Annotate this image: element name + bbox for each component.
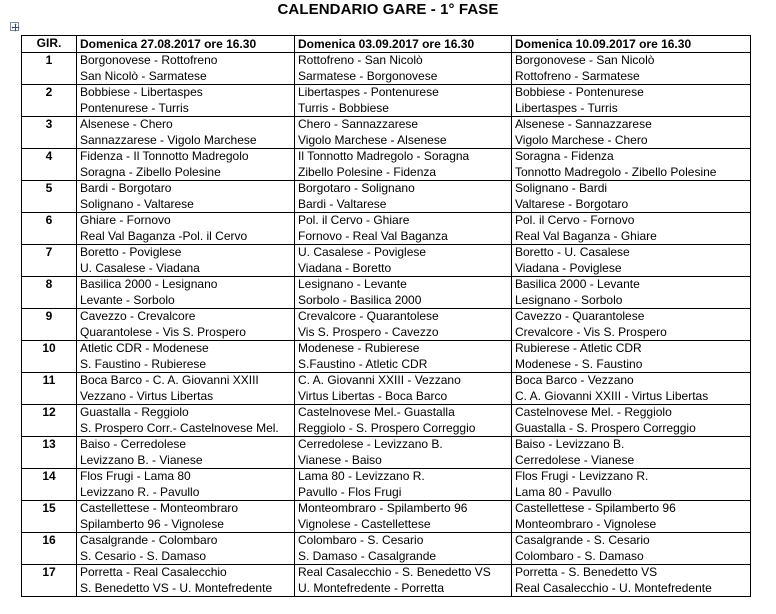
- match-cell: Soragna - Zibello Polesine: [77, 165, 295, 181]
- match-cell: Levizzano R. - Pavullo: [77, 485, 295, 501]
- header-date-2: Domenica 03.09.2017 ore 16.30: [295, 36, 512, 53]
- table-row: [22, 517, 751, 533]
- match-cell: Casalgrande - Colombaro: [77, 533, 295, 549]
- table-row: [22, 581, 751, 597]
- match-cell: Chero - Sannazzarese: [295, 117, 512, 133]
- match-cell: S. Cesario - S. Damaso: [77, 549, 295, 565]
- match-cell: Modenese - S. Faustino: [512, 357, 751, 373]
- match-cell: Viadana - Boretto: [295, 261, 512, 277]
- match-cell: Turris - Bobbiese: [295, 101, 512, 117]
- match-cell: Levizzano B. - Vianese: [77, 453, 295, 469]
- match-cell: Cavezzo - Quarantolese: [512, 309, 751, 325]
- group-number: 13: [22, 437, 77, 469]
- match-cell: Reggiolo - S. Prospero Correggio: [295, 421, 512, 437]
- match-cell: Real Casalecchio - S. Benedetto VS: [295, 565, 512, 581]
- match-cell: Boca Barco - C. A. Giovanni XXIII: [77, 373, 295, 389]
- match-cell: Fidenza - Il Tonnotto Madregolo: [77, 149, 295, 165]
- match-cell: Pavullo - Flos Frugi: [295, 485, 512, 501]
- match-cell: Monteombraro - Vignolese: [512, 517, 751, 533]
- match-cell: Spilamberto 96 - Vignolese: [77, 517, 295, 533]
- match-cell: U. Casalese - Poviglese: [295, 245, 512, 261]
- match-cell: Vis S. Prospero - Cavezzo: [295, 325, 512, 341]
- match-cell: Bardi - Valtarese: [295, 197, 512, 213]
- table-row: [22, 261, 751, 277]
- header-row: [22, 36, 751, 53]
- table-row: [22, 101, 751, 117]
- match-cell: Baiso - Cerredolese: [77, 437, 295, 453]
- match-cell: Real Val Baganza - Ghiare: [512, 229, 751, 245]
- match-cell: Vigolo Marchese - Chero: [512, 133, 751, 149]
- match-cell: Borgonovese - San Nicolò: [512, 53, 751, 69]
- match-cell: Sannazzarese - Vigolo Marchese: [77, 133, 295, 149]
- group-number: 17: [22, 565, 77, 597]
- match-cell: Lesignano - Levante: [295, 277, 512, 293]
- match-cell: Porretta - S. Benedetto VS: [512, 565, 751, 581]
- match-cell: S. Benedetto VS - U. Montefredente: [77, 581, 295, 597]
- match-cell: Castellettese - Monteombraro: [77, 501, 295, 517]
- match-cell: Vigolo Marchese - Alsenese: [295, 133, 512, 149]
- match-cell: Sorbolo - Basilica 2000: [295, 293, 512, 309]
- group-number: 11: [22, 373, 77, 405]
- match-cell: Borgonovese - Rottofreno: [77, 53, 295, 69]
- match-cell: Crevalcore - Vis S. Prospero: [512, 325, 751, 341]
- match-cell: Colombaro - S. Damaso: [512, 549, 751, 565]
- match-cell: Castellettese - Spilamberto 96: [512, 501, 751, 517]
- table-row: [22, 485, 751, 501]
- match-cell: Zibello Polesine - Fidenza: [295, 165, 512, 181]
- match-cell: Ghiare - Fornovo: [77, 213, 295, 229]
- table-row: [22, 69, 751, 85]
- match-cell: Castelnovese Mel.- Guastalla: [295, 405, 512, 421]
- match-cell: Atletic CDR - Modenese: [77, 341, 295, 357]
- table-row: [22, 501, 751, 517]
- match-cell: Colombaro - S. Cesario: [295, 533, 512, 549]
- table-row: [22, 229, 751, 245]
- match-cell: Fornovo - Real Val Baganza: [295, 229, 512, 245]
- match-cell: C. A. Giovanni XXIII - Vezzano: [295, 373, 512, 389]
- table-row: [22, 117, 751, 133]
- match-cell: Crevalcore - Quarantolese: [295, 309, 512, 325]
- table-row: [22, 309, 751, 325]
- table-row: [22, 133, 751, 149]
- table-row: [22, 277, 751, 293]
- match-cell: Porretta - Real Casalecchio: [77, 565, 295, 581]
- match-cell: Real Casalecchio - U. Montefredente: [512, 581, 751, 597]
- group-number: 2: [22, 85, 77, 117]
- group-number: 12: [22, 405, 77, 437]
- match-cell: Casalgrande - S. Cesario: [512, 533, 751, 549]
- match-cell: Rottofreno - San Nicolò: [295, 53, 512, 69]
- match-cell: Basilica 2000 - Levante: [512, 277, 751, 293]
- table-row: [22, 85, 751, 101]
- match-cell: Castelnovese Mel. - Reggiolo: [512, 405, 751, 421]
- match-cell: Solignano - Valtarese: [77, 197, 295, 213]
- table-row: [22, 149, 751, 165]
- match-cell: Flos Frugi - Levizzano R.: [512, 469, 751, 485]
- match-cell: Bobbiese - Libertaspes: [77, 85, 295, 101]
- group-number: 3: [22, 117, 77, 149]
- match-cell: Lesignano - Sorbolo: [512, 293, 751, 309]
- match-cell: Flos Frugi - Lama 80: [77, 469, 295, 485]
- group-number: 4: [22, 149, 77, 181]
- match-cell: Lama 80 - Pavullo: [512, 485, 751, 501]
- group-number: 14: [22, 469, 77, 501]
- group-number: 6: [22, 213, 77, 245]
- match-cell: Quarantolese - Vis S. Prospero: [77, 325, 295, 341]
- match-cell: Monteombraro - Spilamberto 96: [295, 501, 512, 517]
- table-row: [22, 245, 751, 261]
- match-cell: Soragna - Fidenza: [512, 149, 751, 165]
- match-cell: Viadana - Poviglese: [512, 261, 751, 277]
- match-cell: S.Faustino - Atletic CDR: [295, 357, 512, 373]
- header-date-3: Domenica 10.09.2017 ore 16.30: [512, 36, 751, 53]
- group-number: 16: [22, 533, 77, 565]
- table-row: [22, 437, 751, 453]
- match-cell: Alsenese - Sannazzarese: [512, 117, 751, 133]
- match-cell: Guastalla - S. Prospero Correggio: [512, 421, 751, 437]
- match-cell: Real Val Baganza -Pol. il Cervo: [77, 229, 295, 245]
- group-number: 5: [22, 181, 77, 213]
- table-row: [22, 373, 751, 389]
- table-row: [22, 293, 751, 309]
- group-number: 8: [22, 277, 77, 309]
- match-cell: Alsenese - Chero: [77, 117, 295, 133]
- table-row: [22, 341, 751, 357]
- match-cell: S. Prospero Corr.- Castelnovese Mel.: [77, 421, 295, 437]
- group-number: 9: [22, 309, 77, 341]
- match-cell: Cerredolese - Vianese: [512, 453, 751, 469]
- group-number: 15: [22, 501, 77, 533]
- schedule-table: [21, 35, 751, 597]
- match-cell: Borgotaro - Solignano: [295, 181, 512, 197]
- table-row: [22, 549, 751, 565]
- match-cell: Solignano - Bardi: [512, 181, 751, 197]
- match-cell: Pol. il Cervo - Fornovo: [512, 213, 751, 229]
- match-cell: Baiso - Levizzano B.: [512, 437, 751, 453]
- group-number: 1: [22, 53, 77, 85]
- match-cell: Basilica 2000 - Lesignano: [77, 277, 295, 293]
- match-cell: Lama 80 - Levizzano R.: [295, 469, 512, 485]
- match-cell: Cerredolese - Levizzano B.: [295, 437, 512, 453]
- match-cell: Pontenurese - Turris: [77, 101, 295, 117]
- match-cell: Rottofreno - Sarmatese: [512, 69, 751, 85]
- match-cell: S. Damaso - Casalgrande: [295, 549, 512, 565]
- match-cell: U. Montefredente - Porretta: [295, 581, 512, 597]
- match-cell: Il Tonnotto Madregolo - Soragna: [295, 149, 512, 165]
- match-cell: Vignolese - Castellettese: [295, 517, 512, 533]
- match-cell: C. A. Giovanni XXIII - Virtus Libertas: [512, 389, 751, 405]
- match-cell: Levante - Sorbolo: [77, 293, 295, 309]
- table-row: [22, 405, 751, 421]
- table-row: [22, 357, 751, 373]
- match-cell: Pol. il Cervo - Ghiare: [295, 213, 512, 229]
- match-cell: S. Faustino - Rubierese: [77, 357, 295, 373]
- header-gir: GIR.: [22, 36, 77, 53]
- match-cell: Cavezzo - Crevalcore: [77, 309, 295, 325]
- match-cell: Vezzano - Virtus Libertas: [77, 389, 295, 405]
- table-row: [22, 469, 751, 485]
- table-row: [22, 453, 751, 469]
- table-row: [22, 165, 751, 181]
- table-row: [22, 565, 751, 581]
- match-cell: Valtarese - Borgotaro: [512, 197, 751, 213]
- match-cell: Bobbiese - Pontenurese: [512, 85, 751, 101]
- header-date-1: Domenica 27.08.2017 ore 16.30: [77, 36, 295, 53]
- match-cell: Boca Barco - Vezzano: [512, 373, 751, 389]
- table-row: [22, 533, 751, 549]
- table-row: [22, 325, 751, 341]
- match-cell: Rubierese - Atletic CDR: [512, 341, 751, 357]
- move-cross-icon[interactable]: [10, 22, 19, 31]
- page-title: CALENDARIO GARE - 1° FASE: [277, 1, 499, 18]
- group-number: 10: [22, 341, 77, 373]
- match-cell: Tonnotto Madregolo - Zibello Polesine: [512, 165, 751, 181]
- match-cell: Libertaspes - Pontenurese: [295, 85, 512, 101]
- table-row: [22, 213, 751, 229]
- match-cell: Virtus Libertas - Boca Barco: [295, 389, 512, 405]
- match-cell: Sarmatese - Borgonovese: [295, 69, 512, 85]
- table-row: [22, 197, 751, 213]
- match-cell: Vianese - Baiso: [295, 453, 512, 469]
- match-cell: Boretto - U. Casalese: [512, 245, 751, 261]
- table-row: [22, 421, 751, 437]
- match-cell: Libertaspes - Turris: [512, 101, 751, 117]
- match-cell: San Nicolò - Sarmatese: [77, 69, 295, 85]
- match-cell: Bardi - Borgotaro: [77, 181, 295, 197]
- match-cell: Guastalla - Reggiolo: [77, 405, 295, 421]
- group-number: 7: [22, 245, 77, 277]
- table-row: [22, 389, 751, 405]
- table-row: [22, 181, 751, 197]
- match-cell: Boretto - Poviglese: [77, 245, 295, 261]
- table-row: [22, 53, 751, 69]
- match-cell: Modenese - Rubierese: [295, 341, 512, 357]
- match-cell: U. Casalese - Viadana: [77, 261, 295, 277]
